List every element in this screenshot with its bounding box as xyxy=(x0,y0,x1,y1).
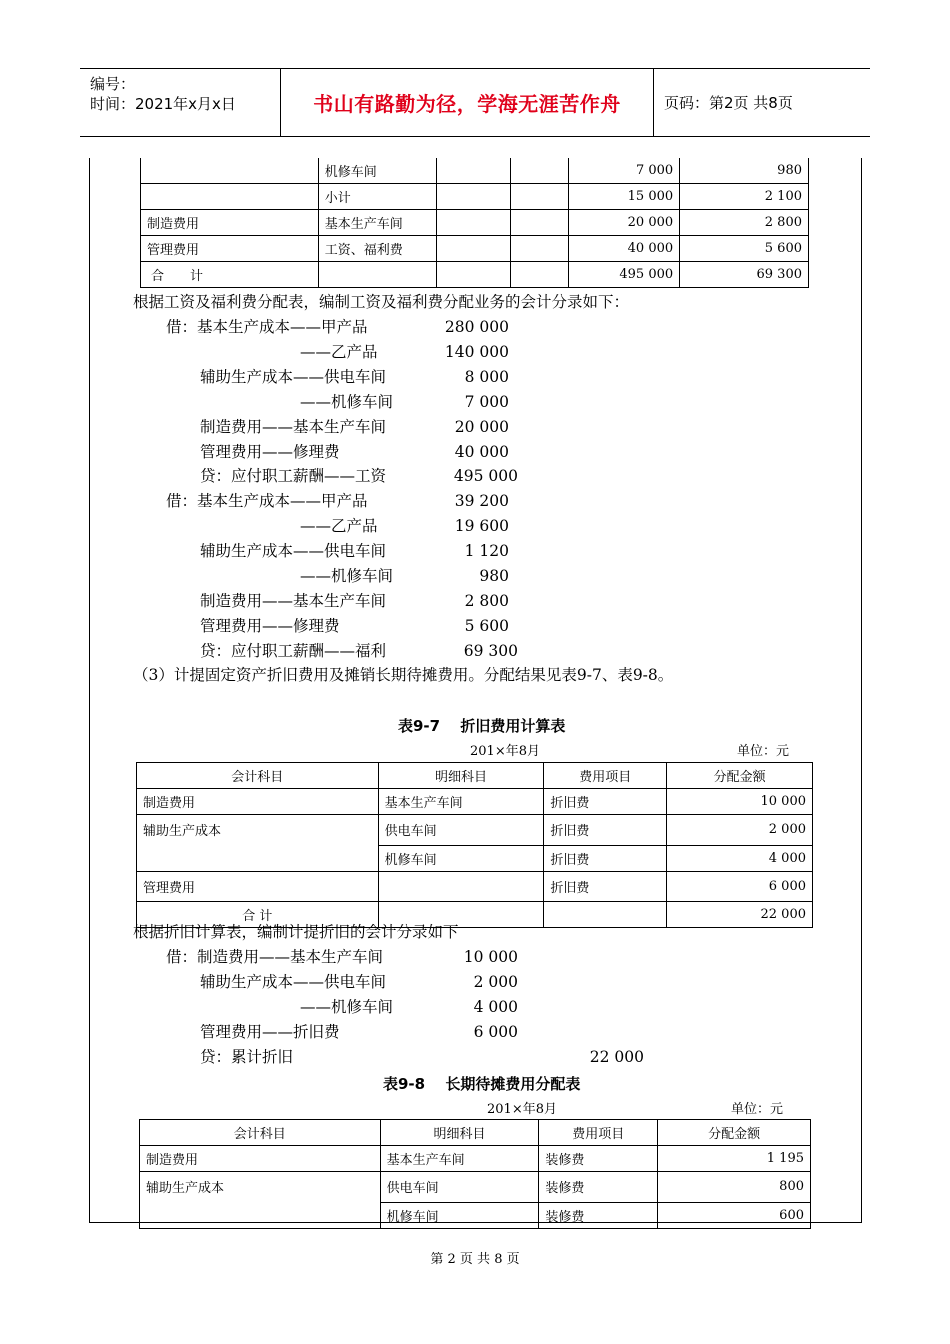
page-footer: 第 2 页 共 8 页 xyxy=(430,1252,520,1267)
table-cell xyxy=(436,184,511,210)
journal-amount: 10 000 xyxy=(463,948,518,966)
table-cell: 辅助生产成本 xyxy=(137,815,379,846)
table-row xyxy=(141,236,809,262)
table-cell xyxy=(318,262,436,288)
journal-account: 辅助生产成本——供电车间 xyxy=(200,367,387,386)
table-cell: 40 000 xyxy=(569,236,680,262)
table-cell: 合 计 xyxy=(141,262,319,288)
journal1-intro: 根据工资及福利费分配表，编制工资及福利费分配业务的会计分录如下： xyxy=(133,293,630,311)
journal-amount: 1 120 xyxy=(464,542,509,561)
table-cell: 15 000 xyxy=(569,184,680,210)
journal-amount: 20 000 xyxy=(454,417,509,436)
table-cell xyxy=(511,184,569,210)
table-cell xyxy=(511,210,569,236)
table-cell xyxy=(436,158,511,184)
deferred-expense-table xyxy=(139,1119,811,1229)
journal-account: 管理费用——修理费 xyxy=(200,616,340,635)
column-header: 明细科目 xyxy=(378,763,544,789)
table-cell: 基本生产车间 xyxy=(318,210,436,236)
journal-account: ——机修车间 xyxy=(300,392,394,411)
journal-amount: 980 xyxy=(479,567,509,585)
time-label: 时间：2021年x月x日 xyxy=(90,95,236,113)
table-row xyxy=(137,845,813,871)
journal-amount: 19 600 xyxy=(454,517,509,536)
journal-account: ——机修车间 xyxy=(300,998,394,1016)
table-cell: 装修费 xyxy=(539,1146,658,1172)
table-cell: 机修车间 xyxy=(378,845,544,871)
table97-date: 201×年8月 xyxy=(470,744,540,759)
note-3: （3）计提固定资产折旧费用及摊销长期待摊费用。分配结果见表9-7、表9-8。 xyxy=(133,666,674,684)
table-cell: 辅助生产成本 xyxy=(140,1172,381,1203)
journal-account: 制造费用——基本生产车间 xyxy=(200,417,387,436)
column-header: 会计科目 xyxy=(137,763,379,789)
table-cell: 2 000 xyxy=(667,815,813,846)
table-cell: 2 800 xyxy=(680,210,809,236)
table-cell: 合 计 xyxy=(137,901,379,927)
journal-amount: 40 000 xyxy=(454,442,509,461)
page-header xyxy=(80,68,870,137)
column-header: 费用项目 xyxy=(544,763,667,789)
table-cell: 10 000 xyxy=(667,789,813,815)
table-cell xyxy=(436,210,511,236)
table-row xyxy=(140,1146,811,1172)
table-cell: 基本生产车间 xyxy=(378,789,544,815)
journal-account: 管理费用——折旧费 xyxy=(200,1023,340,1041)
table-cell: 495 000 xyxy=(569,262,680,288)
table-row xyxy=(141,210,809,236)
table-cell: 供电车间 xyxy=(380,1172,539,1203)
table-cell: 69 300 xyxy=(680,262,809,288)
table-cell: 980 xyxy=(680,158,809,184)
number-label: 编号： xyxy=(90,75,136,93)
table-cell: 折旧费 xyxy=(544,815,667,846)
journal-amount: 6 000 xyxy=(473,1023,518,1041)
header-page-cell xyxy=(654,69,870,136)
journal-amount: 2 800 xyxy=(464,591,509,610)
table-cell: 800 xyxy=(658,1172,811,1203)
table-cell xyxy=(436,262,511,288)
journal-amount: 39 200 xyxy=(454,492,509,511)
table-cell: 20 000 xyxy=(569,210,680,236)
table-cell: 4 000 xyxy=(667,845,813,871)
journal-account: 借：基本生产成本——甲产品 xyxy=(166,492,368,511)
column-header: 明细科目 xyxy=(380,1120,539,1146)
journal-amount: 4 000 xyxy=(473,998,518,1016)
journal-amount: 22 000 xyxy=(589,1048,644,1066)
journal2-intro: 根据折旧计算表，编制计提折旧的会计分录如下 xyxy=(133,923,459,941)
table-row xyxy=(141,158,809,184)
table-cell xyxy=(137,845,379,871)
journal-account: 借：基本生产成本——甲产品 xyxy=(166,318,368,336)
journal-amount: 7 000 xyxy=(464,392,509,411)
header-meta xyxy=(80,69,281,136)
table-cell xyxy=(378,871,544,901)
table-cell xyxy=(436,236,511,262)
journal-amount: 495 000 xyxy=(453,467,518,486)
journal-amount: 280 000 xyxy=(444,318,509,336)
table98-caption: 表9-8 长期待摊费用分配表 xyxy=(383,1075,581,1093)
table-cell xyxy=(141,184,319,210)
page-info: 页码：第2页 共8页 xyxy=(664,94,793,112)
table97-caption: 表9-7 折旧费用计算表 xyxy=(398,717,566,735)
header-motto-cell xyxy=(281,69,654,136)
table-cell: 7 000 xyxy=(569,158,680,184)
table98-unit: 单位：元 xyxy=(731,1102,784,1117)
journal-account: 管理费用——修理费 xyxy=(200,442,340,461)
journal-account: 贷：累计折旧 xyxy=(200,1048,294,1066)
table-cell: 1 195 xyxy=(658,1146,811,1172)
table-row xyxy=(140,1202,811,1228)
journal-account: 贷：应付职工薪酬——工资 xyxy=(200,467,387,486)
table-cell: 22 000 xyxy=(667,901,813,927)
table-row xyxy=(137,789,813,815)
table-cell: 6 000 xyxy=(667,871,813,901)
journal-amount: 140 000 xyxy=(444,342,509,361)
table-cell xyxy=(511,262,569,288)
table-row xyxy=(141,262,809,288)
table-cell: 管理费用 xyxy=(141,236,319,262)
journal-amount: 2 000 xyxy=(473,973,518,991)
salary-allocation-table xyxy=(140,158,809,288)
table-cell: 制造费用 xyxy=(141,210,319,236)
journal-account: ——机修车间 xyxy=(300,567,394,585)
journal-account: ——乙产品 xyxy=(300,342,378,361)
motto: 书山有路勤为径，学海无涯苦作舟 xyxy=(313,92,621,116)
table-cell: 600 xyxy=(658,1202,811,1228)
table-cell: 5 600 xyxy=(680,236,809,262)
column-header: 分配金额 xyxy=(667,763,813,789)
journal-account: ——乙产品 xyxy=(300,517,378,536)
table-cell: 供电车间 xyxy=(378,815,544,846)
table-cell: 装修费 xyxy=(539,1202,658,1228)
table-cell: 机修车间 xyxy=(380,1202,539,1228)
table-cell: 机修车间 xyxy=(318,158,436,184)
journal-amount: 5 600 xyxy=(464,616,509,635)
table-cell xyxy=(544,901,667,927)
journal-amount: 8 000 xyxy=(464,367,509,386)
table-cell: 折旧费 xyxy=(544,845,667,871)
table-row xyxy=(140,1172,811,1203)
table-header-row xyxy=(140,1120,811,1146)
table97-unit: 单位：元 xyxy=(737,744,790,759)
table-cell: 管理费用 xyxy=(137,871,379,901)
table-cell: 小计 xyxy=(318,184,436,210)
column-header: 会计科目 xyxy=(140,1120,381,1146)
table-cell xyxy=(511,236,569,262)
table-cell: 基本生产车间 xyxy=(380,1146,539,1172)
table98-date: 201×年8月 xyxy=(487,1102,557,1117)
table-cell xyxy=(140,1202,381,1228)
column-header: 费用项目 xyxy=(539,1120,658,1146)
table-row xyxy=(137,871,813,901)
table-cell: 制造费用 xyxy=(140,1146,381,1172)
journal-account: 辅助生产成本——供电车间 xyxy=(200,973,387,991)
table-cell: 制造费用 xyxy=(137,789,379,815)
journal-account: 辅助生产成本——供电车间 xyxy=(200,542,387,561)
depreciation-table xyxy=(136,762,813,928)
journal-amount: 69 300 xyxy=(463,641,518,660)
column-header: 分配金额 xyxy=(658,1120,811,1146)
journal-account: 贷：应付职工薪酬——福利 xyxy=(200,641,387,660)
table-row xyxy=(137,815,813,846)
table-cell xyxy=(511,158,569,184)
table-cell: 折旧费 xyxy=(544,789,667,815)
table-cell xyxy=(141,158,319,184)
table-header-row xyxy=(137,763,813,789)
table-cell: 折旧费 xyxy=(544,871,667,901)
journal-account: 借：制造费用——基本生产车间 xyxy=(166,948,384,966)
table-row xyxy=(141,184,809,210)
table-cell: 2 100 xyxy=(680,184,809,210)
journal-account: 制造费用——基本生产车间 xyxy=(200,591,387,610)
table-cell: 工资、福利费 xyxy=(318,236,436,262)
table-cell: 装修费 xyxy=(539,1172,658,1203)
